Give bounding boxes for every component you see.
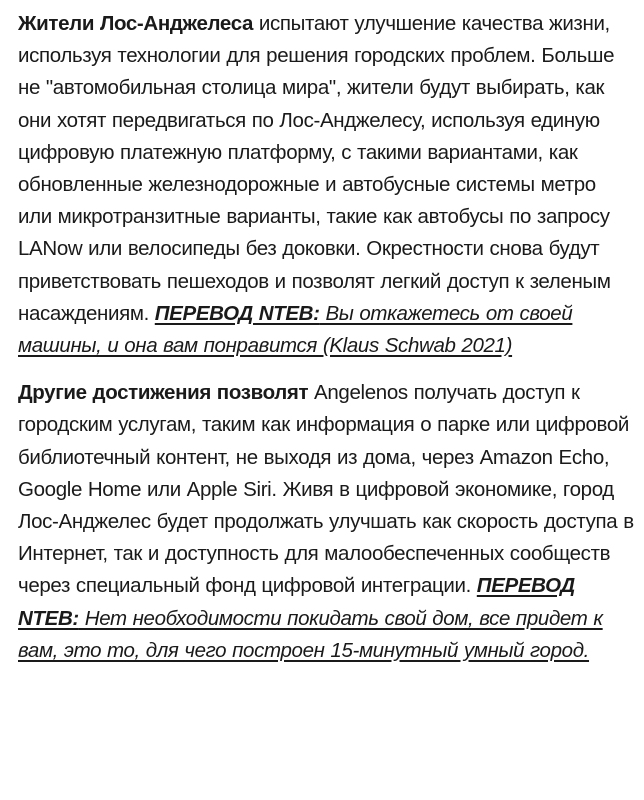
translation-tag: ПЕРЕВОД NTEB: (154, 301, 320, 325)
paragraph-digital-services (18, 377, 634, 667)
translation-tag: ПЕРЕВОД NTEB: (18, 574, 575, 630)
paragraph-body: испытают улучшение качества жизни, используя технологии для решения городских проблем. Больше не "автомобильная столица мира", жители будут выбирать, как они хотят передвигаться по Лос-Анджелесу, используя единую цифровую платежную платформу, с такими вариантами, как обновленные железнодорожные и автобусные системы метро или микротранзитные варианты, такие как автобусы по запросу LANow или велосипеды без доковки. Окрестности снова будут приветствовать пешеходов и позволят легкий доступ к зеленым насаждениям. (18, 12, 615, 325)
translation-text: Нет необходимости покидать свой дом, все придет к вам, это то, для чего построен 15-минутный умный город. (18, 606, 603, 662)
translation-text: Вы откажетесь от своей машины, и она вам понравится (Klaus Schwab 2021) (18, 301, 573, 358)
paragraph-quality-of-life (18, 8, 634, 362)
paragraph-body: Angelenos получать доступ к городским услугам, таким как информация о парке или цифровой библиотечный контент, не выходя из дома, через Amazon Echo, Google Home или Apple Siri. Живя в цифровой экономике, город Лос-Анджелес будет продолжать улучшать как скорость доступа в Интернет, так и доступность для малообеспеченных сообществ через специальный фонд цифровой интеграции. (18, 381, 634, 598)
paragraph-lead: Жители Лос-Анджелеса (18, 12, 254, 35)
paragraph-lead: Другие достижения позволят (18, 381, 309, 405)
